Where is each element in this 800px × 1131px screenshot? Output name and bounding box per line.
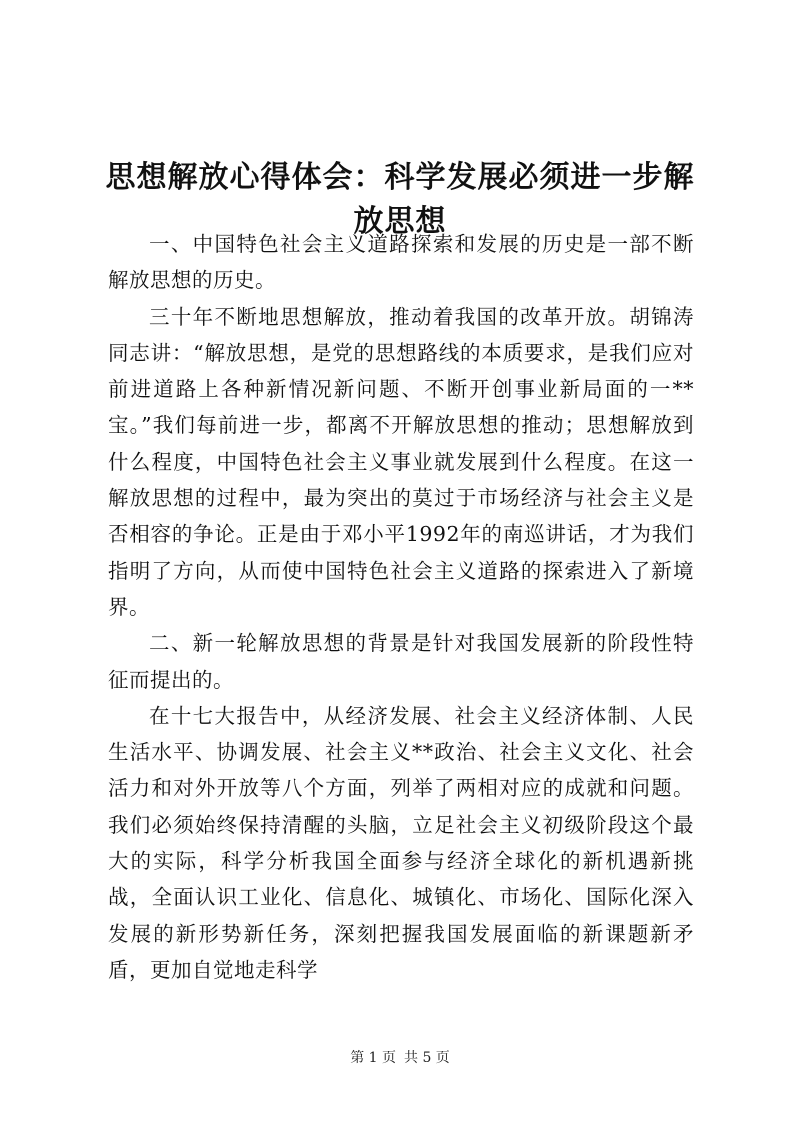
paragraph-2: 三十年不断地思想解放，推动着我国的改革开放。胡锦涛同志讲：“解放思想，是党的思想路线的本质要求，是我们应对前进道路上各种新情况新问题、不断开创事业新局面的一**宝。”我们每前进一步，都离不开解放思想的推动；思想解放到什么程度，中国特色社会主义事业就发展到什么程度。在这一解放思想的过程中，最为突出的莫过于市场经济与社会主义是否相容的争论。正是由于邓小平1992年的南巡讲话，才为我们指明了方向，从而使中国特色社会主义道路的探索进入了新境界。	[108, 304, 694, 619]
paragraph-4: 在十七大报告中，从经济发展、社会主义经济体制、人民生活水平、协调发展、社会主义**政治、社会主义文化、社会活力和对外开放等八个方面，列举了两相对应的成就和问题。我们必须始终保持清醒的头脑，立足社会主义初级阶段这个最大的实际，科学分析我国全面参与经济全球化的新机遇新挑战，全面认识工业化、信息化、城镇化、市场化、国际化深入发展的新形势新任务，深刻把握我国发展面临的新课题新矛盾，更加自觉地走科学	[108, 703, 694, 982]
document-body	[108, 226, 694, 988]
page-number: 第 1 页	[350, 1050, 396, 1066]
paragraph-1: 一、中国特色社会主义道路探索和发展的历史是一部不断解放思想的历史。	[108, 232, 694, 293]
page-footer	[0, 1048, 800, 1068]
paragraph-3: 二、新一轮解放思想的背景是针对我国发展新的阶段性特征而提出的。	[108, 631, 694, 692]
document-title: 思想解放心得体会：科学发展必须进一步解放思想	[105, 160, 695, 240]
page-total: 共 5 页	[404, 1050, 450, 1066]
